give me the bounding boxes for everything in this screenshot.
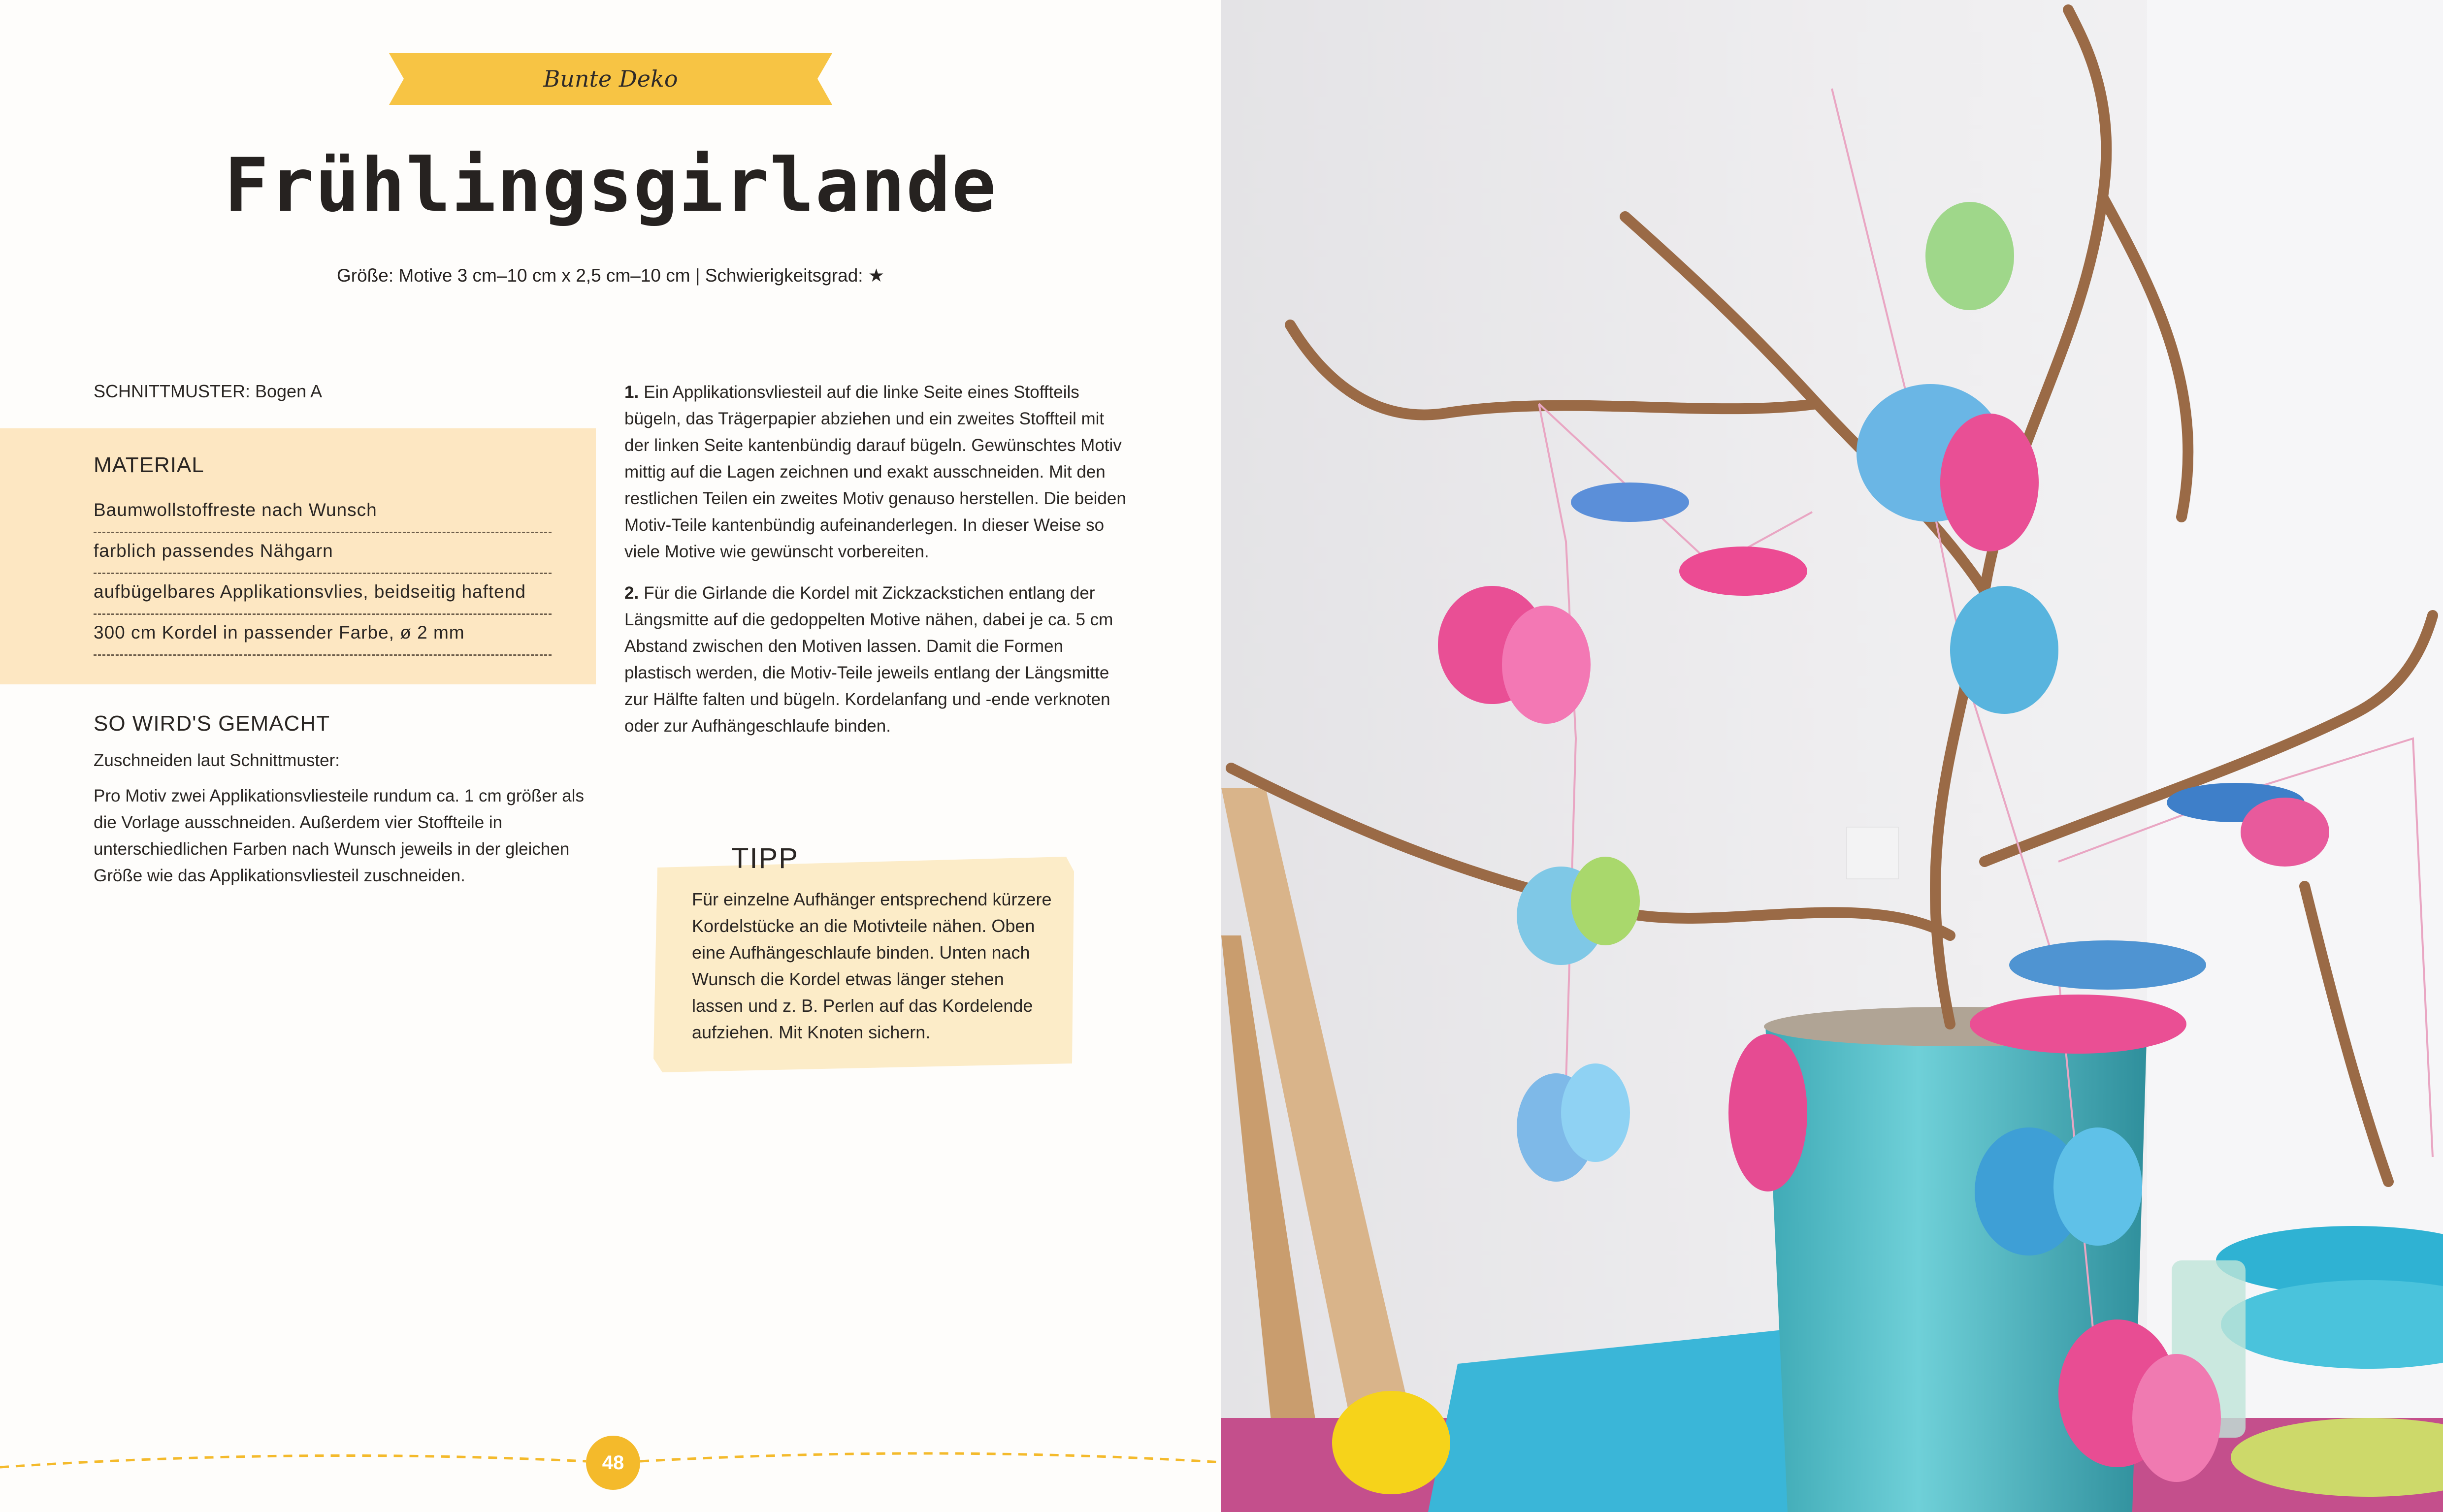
step-text: Für die Girlande die Kordel mit Zickzackstichen entlang der Längsmitte auf die gedoppelten Motive nähen, dabei je ca. 5 cm Abstand zwischen den Motiven lassen. Damit die Formen plastisch werden, die Motiv-Teile jeweils entlang der Längsmitte zur Hälfte falten und bügeln. Kordelanfang und -ende verknoten oder zur Aufhängeschlaufe binden. bbox=[624, 583, 1113, 736]
step-text: Ein Applikationsvliesteil auf die linke Seite eines Stoffteils bügeln, das Trägerpapier abziehen und ein zweites Stoffteil mit der linken Seite kantenbündig darauf bügeln. Gewünschtes Motiv mittig auf die Lagen zeichnen und exakt ausschneiden. Mit den restlichen Teilen ein zweites Motiv genauso herstellen. Die beiden Motiv-Teile kantenbündig aufeinanderlegen. In dieser Weise so viele Motive wie gewünscht vorbereiten. bbox=[624, 383, 1126, 561]
pattern-reference: SCHNITTMUSTER: Bogen A bbox=[94, 381, 323, 401]
tip-box bbox=[652, 842, 1076, 1073]
garland-photo bbox=[1221, 0, 2443, 1512]
material-heading: MATERIAL bbox=[94, 453, 204, 477]
category-banner bbox=[389, 53, 832, 105]
step-1 bbox=[624, 379, 1127, 565]
page-title: Frühlingsgirlande bbox=[224, 143, 997, 228]
material-item: farblich passendes Nähgarn bbox=[94, 533, 552, 574]
size-difficulty-line: Größe: Motive 3 cm–10 cm x 2,5 cm–10 cm | Schwierigkeitsgrad: ★ bbox=[336, 265, 885, 286]
instructions-subheading: Zuschneiden laut Schnittmuster: bbox=[94, 751, 340, 770]
step-2 bbox=[624, 580, 1127, 740]
material-item: Baumwollstoffreste nach Wunsch bbox=[94, 492, 552, 533]
tip-heading: TIPP bbox=[731, 842, 799, 874]
material-box bbox=[0, 428, 596, 684]
steps-column bbox=[624, 379, 1127, 754]
material-item: 300 cm Kordel in passender Farbe, ø 2 mm bbox=[94, 615, 552, 656]
instructions-heading: SO WIRD'S GEMACHT bbox=[94, 711, 330, 736]
material-list bbox=[94, 492, 552, 656]
tip-text: Für einzelne Aufhänger entsprechend kürzere Kordelstücke an die Motivteile nähen. Oben eine Aufhängeschlaufe binden. Unten nach Wunsch die Kordel etwas länger stehen lassen und z. B. Perlen auf das Kordelende aufziehen. Mit Knoten sichern. bbox=[692, 889, 1052, 1042]
step-number: 1. bbox=[624, 383, 639, 402]
instructions-body: Pro Motiv zwei Applikationsvliesteile rundum ca. 1 cm größer als die Vorlage ausschneiden. Außerdem vier Stoffteile in unterschiedlichen Farben nach Wunsch jeweils in der gleichen Größe wie das Applikationsvliesteil zuschneiden. bbox=[94, 786, 584, 885]
page-number: 48 bbox=[586, 1436, 640, 1490]
left-page bbox=[0, 0, 1221, 1512]
banner-label: Bunte Deko bbox=[543, 65, 678, 92]
photo-illustration bbox=[1221, 0, 2443, 1512]
step-number: 2. bbox=[624, 583, 639, 603]
material-item: aufbügelbares Applikationsvlies, beidseitig haftend bbox=[94, 574, 552, 615]
